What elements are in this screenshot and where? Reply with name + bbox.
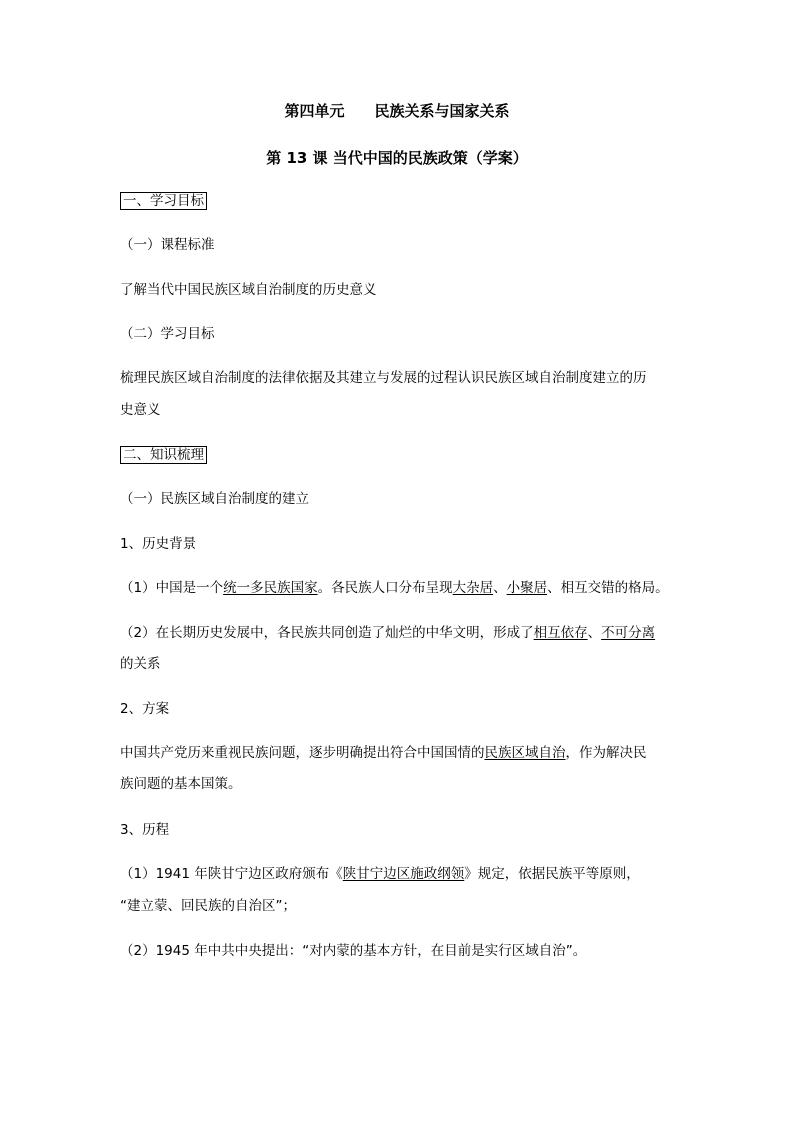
- paragraph-1: [120, 578, 669, 598]
- p1-blank-1: 统一多民族国家: [223, 580, 318, 596]
- p4-text-b: 》规定，依据民族平等原则，: [464, 866, 640, 882]
- paragraph-5: （2）1945 年中共中央提出：“对内蒙的基本方针，在目前是实行区域自治”。: [120, 943, 587, 959]
- p1-text-b: 。各民族人口分布呈现: [317, 580, 453, 596]
- p3-blank-1: 民族区域自治: [484, 745, 566, 761]
- p3-text-a: 中国共产党历来重视民族问题，逐步明确提出符合中国国情的: [120, 745, 485, 761]
- p3-text-b: ，作为解决民: [565, 745, 647, 761]
- p2-text-a: （2）在长期历史发展中，各民族共同创造了灿烂的中华文明，形成了: [120, 625, 534, 641]
- section1-sub2: （二）学习目标: [120, 326, 215, 342]
- p4-blank-1: 陕甘宁边区施政纲领: [342, 866, 465, 882]
- section2-item3: 3、历程: [120, 822, 170, 838]
- p1-text-a: （1）中国是一个: [120, 580, 224, 596]
- section1-heading: 一、学习目标: [120, 192, 207, 210]
- p2-text-b: 、: [587, 625, 602, 641]
- paragraph-3-line2: 族问题的基本国策。: [120, 776, 242, 792]
- section2-sub1: （一）民族区域自治制度的建立: [120, 491, 309, 507]
- section1-heading-row: [120, 191, 207, 211]
- section1-sub2-text-line1: 梳理民族区域自治制度的法律依据及其建立与发展的过程认识民族区域自治制度建立的历: [120, 370, 647, 386]
- p1-text-c: 、: [493, 580, 507, 596]
- unit-number: 第四单元: [284, 102, 345, 120]
- section1-sub2-text-line2: 史意义: [120, 402, 161, 418]
- p2-blank-2: 不可分离: [601, 625, 656, 641]
- lesson-title: 第 13 课 当代中国的民族政策（学案）: [266, 149, 528, 167]
- paragraph-3-line1: [120, 743, 647, 763]
- p1-blank-3: 小聚居: [506, 580, 548, 596]
- paragraph-4-line2: “建立蒙、回民族的自治区”；: [120, 898, 296, 914]
- section2-item1: 1、历史背景: [120, 536, 197, 552]
- p4-text-a: （1）1941 年陕甘宁边区政府颁布《: [120, 866, 343, 882]
- p1-text-d: 、相互交错的格局。: [547, 580, 669, 596]
- section2-heading: 二、知识梳理: [120, 446, 207, 464]
- unit-title: [0, 101, 794, 121]
- section2-heading-row: [120, 445, 207, 465]
- section1-sub1-text: 了解当代中国民族区域自治制度的历史意义: [120, 282, 377, 298]
- p1-blank-2: 大杂居: [452, 580, 494, 596]
- paragraph-2-line1: [120, 623, 655, 643]
- p2-blank-1: 相互依存: [533, 625, 588, 641]
- section2-item2: 2、方案: [120, 701, 170, 717]
- paragraph-2-line2: 的关系: [120, 656, 161, 672]
- section1-sub1: （一）课程标准: [120, 237, 215, 253]
- paragraph-4-line1: [120, 864, 640, 884]
- unit-name: 民族关系与国家关系: [374, 102, 510, 120]
